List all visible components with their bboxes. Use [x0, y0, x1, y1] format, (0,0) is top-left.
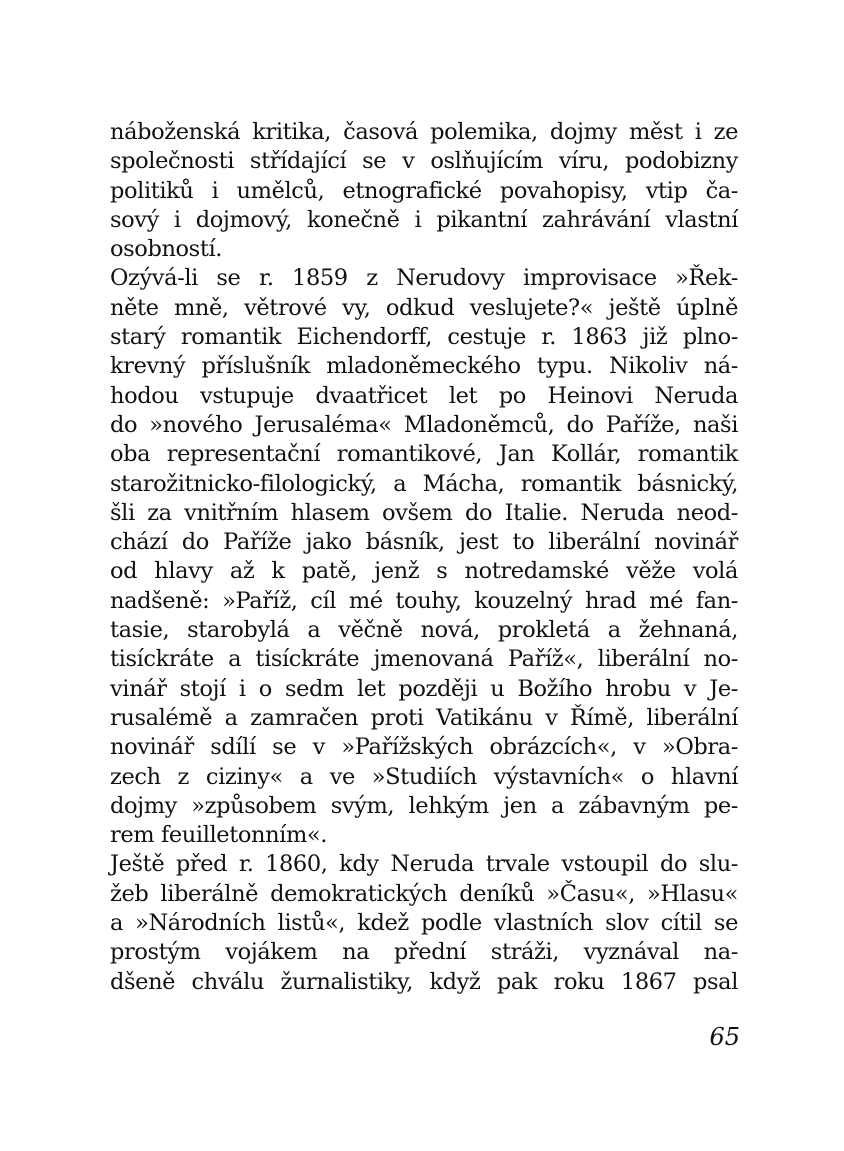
text-line: do »nového Jerusaléma« Mladoněmců, do Paříže, naši [110, 411, 738, 438]
text-line: tasie, starobylá a věčně nová, prokletá a žehnaná, [110, 617, 738, 644]
text-line: dojmy »způsobem svým, lehkým jen a zábavným pe- [110, 792, 738, 819]
text-line: prostým vojákem na přední stráži, vyznával na- [110, 939, 738, 966]
text-line: starožitnicko-filologický, a Mácha, romantik básnický, [110, 470, 738, 497]
text-line: osobností. [110, 236, 223, 263]
text-line: rusalémě a zamračen proti Vatikánu v Římě, liberální [110, 704, 738, 731]
page-number: 65 [709, 1023, 740, 1051]
text-line: hodou vstupuje dvaatřicet let po Heinovi Neruda [110, 382, 738, 409]
text-line: politiků i umělců, etnografické povahopisy, vtip ča- [110, 177, 738, 204]
text-line: náboženská kritika, časová polemika, dojmy měst i ze [110, 119, 738, 145]
text-line: chází do Paříže jako básník, jest to liberální novinář [110, 529, 738, 556]
text-line: starý romantik Eichendorff, cestuje r. 1863 již plno- [110, 324, 738, 351]
text-line: šli za vnitřním hlasem ovšem do Italie. Neruda neod- [110, 499, 738, 526]
text-line: Ještě před r. 1860, kdy Neruda trvale vstoupil do slu- [110, 851, 738, 878]
text-line: a »Národních listů«, kdež podle vlastních slov cítil se [110, 910, 738, 937]
text-line: od hlavy až k patě, jenž s notredamské věže volá [110, 558, 738, 585]
text-line: žeb liberálně demokratických deníků »Času«, »Hlasu« [110, 880, 738, 907]
text-line: vinář stojí i o sedm let později u Božího hrobu v Je- [110, 675, 738, 702]
text-line: sový i dojmový, konečně i pikantní zahrávání vlastní [110, 206, 738, 233]
text-line: oba representační romantikové, Jan Kollár, romantik [110, 441, 738, 468]
text-line: nadšeně: »Paříž, cíl mé touhy, kouzelný hrad mé fan- [110, 587, 738, 614]
text-line: Ozývá-li se r. 1859 z Nerudovy improvisace »Řek- [110, 265, 738, 292]
text-line: tisíckráte a tisíckráte jmenovaná Paříž«, liberální no- [110, 646, 738, 673]
text-line: společnosti střídající se v oslňujícím víru, podobizny [110, 148, 738, 175]
body-text [110, 118, 738, 997]
text-line: novinář sdílí se v »Pařížských obrázcích«, v »Obra- [110, 734, 738, 761]
text-line: zech z ciziny« a ve »Studiích výstavních« o hlavní [110, 763, 738, 790]
text-line: dšeně chválu žurnalistiky, když pak roku 1867 psal [110, 968, 738, 995]
text-line: krevný příslušník mladoněmeckého typu. Nikoliv ná- [110, 353, 738, 380]
text-line: něte mně, větrové vy, odkud veslujete?« ještě úplně [110, 294, 738, 321]
text-line: rem feuilletonním«. [110, 822, 328, 849]
